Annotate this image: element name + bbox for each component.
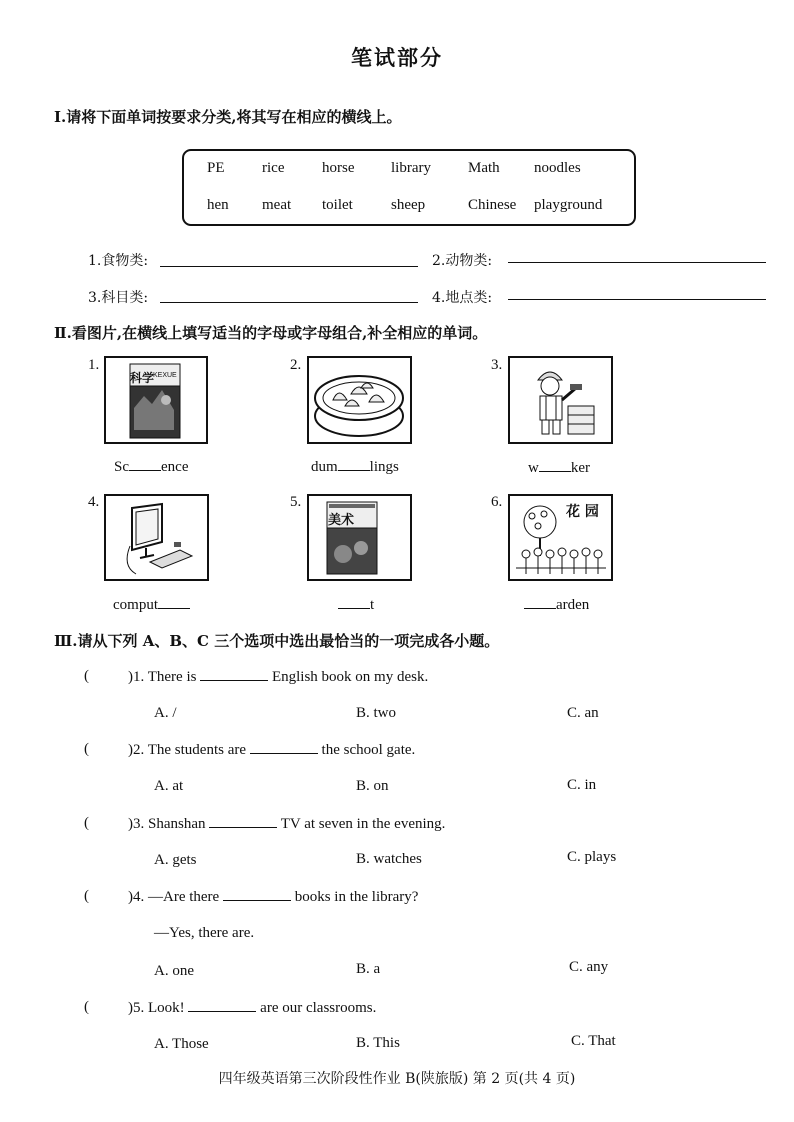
answer-line-place[interactable] (508, 299, 766, 300)
item-number: 1. (88, 357, 100, 373)
blank[interactable] (539, 459, 571, 472)
option-b[interactable]: B. This (356, 1035, 400, 1051)
blank[interactable] (129, 458, 161, 471)
word: PE (207, 160, 225, 176)
dumplings-image (307, 356, 412, 444)
option-b[interactable]: B. on (356, 778, 389, 794)
blank (209, 815, 277, 828)
blank (200, 668, 268, 681)
word: sheep (391, 197, 426, 213)
dumplings-icon (309, 358, 410, 442)
blank[interactable] (524, 596, 556, 609)
blank (223, 888, 291, 901)
word: hen (207, 197, 229, 213)
word: meat (262, 197, 292, 213)
question-4: )4. —Are there books in the library? (128, 889, 419, 905)
answer-line-animal[interactable] (508, 262, 766, 263)
question-3: )3. Shanshan TV at seven in the evening. (128, 816, 446, 832)
answer-line-food[interactable] (160, 266, 418, 267)
book-icon (106, 358, 206, 442)
item-number: 2. (290, 357, 302, 373)
option-c[interactable]: C. any (569, 959, 609, 975)
question-4-reply: —Yes, there are. (154, 925, 255, 941)
fill-word-2: dum lings (311, 459, 399, 475)
answer-paren[interactable]: ( (84, 815, 89, 831)
section-3-heading: Ⅲ.请从下列 A、B、C 三个选项中选出最恰当的一项完成各小题。 (54, 632, 500, 650)
category-label-animal: 2.动物类: (432, 253, 493, 269)
book-icon (309, 496, 410, 579)
item-number: 3. (491, 357, 503, 373)
word: horse (322, 160, 355, 176)
option-b[interactable]: B. two (356, 705, 397, 721)
option-b[interactable]: B. watches (356, 851, 422, 867)
book-title: 美术 (328, 513, 355, 528)
category-label-subject: 3.科目类: (88, 290, 149, 306)
blank[interactable] (158, 596, 190, 609)
option-c[interactable]: C. an (567, 705, 599, 721)
word: playground (534, 197, 603, 213)
option-a[interactable]: A. gets (154, 852, 197, 868)
question-2: )2. The students are the school gate. (128, 742, 416, 758)
option-b[interactable]: B. a (356, 961, 381, 977)
word: Math (468, 160, 500, 176)
blank[interactable] (338, 596, 370, 609)
answer-paren[interactable]: ( (84, 888, 89, 904)
option-c[interactable]: C. in (567, 777, 597, 793)
art-book-image (307, 494, 412, 581)
category-label-place: 4.地点类: (432, 290, 493, 306)
section-2-heading: Ⅱ.看图片,在横线上填写适当的字母或字母组合,补全相应的单词。 (54, 324, 488, 342)
item-number: 6. (491, 494, 503, 510)
item-number: 4. (88, 494, 100, 510)
garden-label: 花 园 (566, 504, 599, 520)
option-c[interactable]: C. That (571, 1033, 616, 1049)
fill-word-6: arden (524, 596, 589, 614)
question-5: )5. Look! are our classrooms. (128, 1000, 377, 1016)
word: rice (262, 160, 285, 176)
blank (250, 741, 318, 754)
science-book-image (104, 356, 208, 444)
option-c[interactable]: C. plays (567, 849, 617, 865)
page-title: 笔试部分 (351, 45, 443, 70)
fill-word-3: w ker (528, 460, 590, 476)
item-number: 5. (290, 494, 302, 510)
option-a[interactable]: A. / (154, 705, 177, 721)
option-a[interactable]: A. one (154, 963, 194, 979)
section-1-heading: Ⅰ.请将下面单词按要求分类,将其写在相应的横线上。 (54, 108, 402, 126)
worker-image (508, 356, 613, 444)
blank[interactable] (338, 458, 370, 471)
page-footer: 四年级英语第三次阶段性作业 B(陕旅版) 第 2 页(共 4 页) (218, 1071, 576, 1087)
computer-image (104, 494, 209, 581)
option-a[interactable]: A. at (154, 778, 184, 794)
word: Chinese (468, 197, 517, 213)
answer-paren[interactable]: ( (84, 668, 89, 684)
option-a[interactable]: A. Those (154, 1036, 209, 1052)
worker-icon (510, 358, 611, 442)
answer-paren[interactable]: ( (84, 999, 89, 1015)
answer-line-subject[interactable] (160, 302, 418, 303)
computer-icon (106, 496, 207, 579)
book-title: 科学 (130, 371, 155, 385)
blank (188, 999, 256, 1012)
book-subtitle: KEXUE (153, 372, 177, 379)
word: noodles (534, 160, 581, 176)
fill-word-1: Sc ence (114, 459, 189, 475)
category-label-food: 1.食物类: (88, 253, 149, 269)
fill-word-4: comput (113, 596, 190, 614)
fill-word-5: t (338, 596, 374, 614)
word: library (391, 160, 431, 176)
word: toilet (322, 197, 353, 213)
answer-paren[interactable]: ( (84, 741, 89, 757)
question-1: )1. There is English book on my desk. (128, 669, 429, 685)
